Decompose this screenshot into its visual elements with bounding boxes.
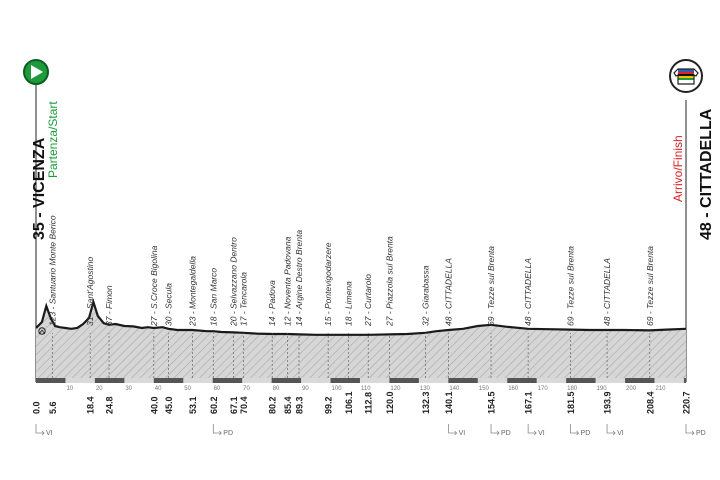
axis-segment: [65, 378, 94, 383]
km-label: 167.1: [523, 391, 534, 414]
waypoint-label: 17 - Tencarola: [238, 271, 249, 326]
km-label: 193.9: [602, 391, 613, 414]
province-marker: [449, 424, 466, 437]
km-label: 45.0: [164, 396, 174, 414]
waypoint-label: 18 - San Marco: [208, 267, 219, 326]
km-label: 208.4: [645, 391, 656, 414]
province-marker: [213, 424, 233, 437]
km-label: 85.4: [283, 396, 293, 414]
waypoint-label: 48 - CITTADELLA: [602, 258, 613, 326]
km-label: 132.3: [421, 391, 432, 414]
km-label: 112.8: [363, 391, 374, 414]
axis-tick-label: 210: [655, 386, 666, 392]
axis-tick-label: 60: [213, 386, 221, 392]
waypoint-label: 15 - Pontevigodarzere: [323, 242, 334, 326]
axis-tick-label: 30: [125, 386, 133, 392]
km-label: 0.0: [31, 401, 42, 414]
province-label: PD: [580, 430, 591, 437]
axis-segment: [419, 378, 448, 383]
axis-tick-label: 170: [537, 386, 548, 392]
axis-tick-label: 80: [272, 386, 280, 392]
waypoint-label: 123 - Santuario Monte Berico: [47, 215, 58, 326]
km-label: 89.3: [294, 396, 305, 414]
waypoint-label: 27 - Curtarolo: [363, 274, 374, 326]
elevation-profile: [36, 302, 686, 378]
province-marker: [686, 424, 706, 437]
profile-area: [36, 302, 686, 378]
waypoint-label: 14 - Argine Destro Brenta: [294, 229, 304, 326]
start-play-icon: [24, 60, 48, 84]
province-marker: [36, 424, 53, 437]
axis-tick-label: 40: [154, 386, 162, 392]
province-label: VI: [538, 430, 545, 437]
km-label: 70.4: [238, 396, 249, 414]
km-label: 220.7: [681, 391, 692, 414]
axis-tick-label: 140: [449, 386, 460, 392]
km-label: 24.8: [104, 396, 115, 414]
waypoint-label: 20 - Selvazzano Dentro: [228, 237, 239, 326]
waypoint-label: 69 - Tezze sul Brenta: [486, 245, 496, 326]
province-marker: [491, 424, 511, 437]
province-label: PD: [696, 430, 706, 437]
start-separator: -: [31, 207, 48, 218]
waypoint-label: 69 - Tezze sul Brenta: [565, 245, 576, 326]
km-label: 120.0: [384, 391, 395, 414]
axis-segment: [124, 378, 153, 383]
province-marker: [571, 424, 591, 437]
axis-tick-label: 110: [360, 386, 371, 392]
waypoint-label: 69 - Tezze sul Brenta: [644, 245, 655, 326]
finish-separator: -: [698, 207, 715, 218]
waypoint-label: 30 - Secula: [163, 283, 174, 326]
axis-segment: [301, 378, 330, 383]
finish-jersey-icon: [670, 60, 702, 92]
waypoint-label: 48 - CITTADELLA: [443, 258, 454, 326]
axis-tick-label: 20: [95, 386, 103, 392]
km-label: 5.6: [48, 401, 58, 414]
axis-tick-label: 50: [184, 386, 191, 392]
finish-city-label: [698, 108, 715, 240]
province-label: VI: [458, 430, 466, 437]
km-label: 154.5: [486, 391, 497, 414]
waypoint-label: 27 - S.Croce Bigolina: [148, 245, 159, 326]
province-label: VI: [46, 430, 53, 437]
axis-tick-label: 100: [331, 386, 342, 392]
axis-segment: [183, 378, 212, 383]
km-labels: [32, 391, 692, 414]
km-label: 99.2: [323, 396, 334, 414]
km-label: 40.0: [149, 396, 160, 414]
distance-axis: [36, 378, 686, 392]
axis-segment: [537, 378, 566, 383]
start-city: VICENZA: [31, 137, 48, 208]
waypoint-label: 32 - Giarabassa: [420, 265, 431, 326]
waypoint-label: 23 - Montegaldella: [187, 256, 198, 326]
province-marker: [528, 424, 545, 437]
start-code: 35: [31, 222, 48, 240]
axis-tick-label: 120: [390, 386, 401, 392]
axis-tick-label: 130: [419, 386, 430, 392]
waypoint-label: 14 - Padova: [267, 280, 278, 326]
axis-tick-label: 70: [243, 386, 250, 392]
km-label: 106.1: [344, 391, 354, 414]
axis-tick-label: 190: [596, 386, 607, 392]
axis-tick-label: 90: [302, 386, 309, 392]
waypoint-label: 48 - CITTADELLA: [523, 258, 534, 326]
waypoint-label: 37 - Fimon: [104, 285, 114, 326]
waypoint-label: 27 - Piazzola sul Brenta: [384, 236, 395, 326]
axis-segment: [654, 378, 683, 383]
km-label: 80.2: [267, 396, 278, 414]
km-label: 53.1: [187, 396, 198, 414]
finish-city: CITTADELLA: [698, 108, 715, 208]
province-label: VI: [617, 430, 624, 437]
axis-segment: [478, 378, 507, 383]
province-label: PD: [223, 430, 234, 437]
axis-segment: [360, 378, 389, 383]
axis-tick-label: 10: [66, 386, 74, 392]
waypoint-label: 18 - Limena: [343, 281, 354, 326]
km-label: 140.1: [444, 391, 455, 414]
province-marker: [607, 424, 624, 437]
km-label: 60.2: [208, 396, 219, 414]
km-label: 67.1: [229, 396, 240, 414]
axis-tick-label: 150: [478, 386, 489, 392]
start-label: Partenza/Start: [46, 101, 60, 178]
waypoint-label: 12 - Noventa Padovana: [282, 236, 293, 326]
axis-tick-label: 200: [626, 386, 637, 392]
finish-code: 48: [698, 222, 715, 240]
province-label: PD: [501, 430, 511, 437]
axis-tick-label: 180: [567, 386, 578, 392]
axis-segment: [596, 378, 625, 383]
km-label: 18.4: [85, 396, 96, 414]
axis-segment: [242, 378, 271, 383]
finish-label: Arrivo/Finish: [671, 135, 685, 202]
km-label: 181.5: [566, 391, 576, 414]
waypoint-label: 31 - Sant'Agostino: [85, 256, 96, 326]
province-markers: [36, 424, 706, 437]
axis-tick-label: 160: [508, 386, 519, 392]
